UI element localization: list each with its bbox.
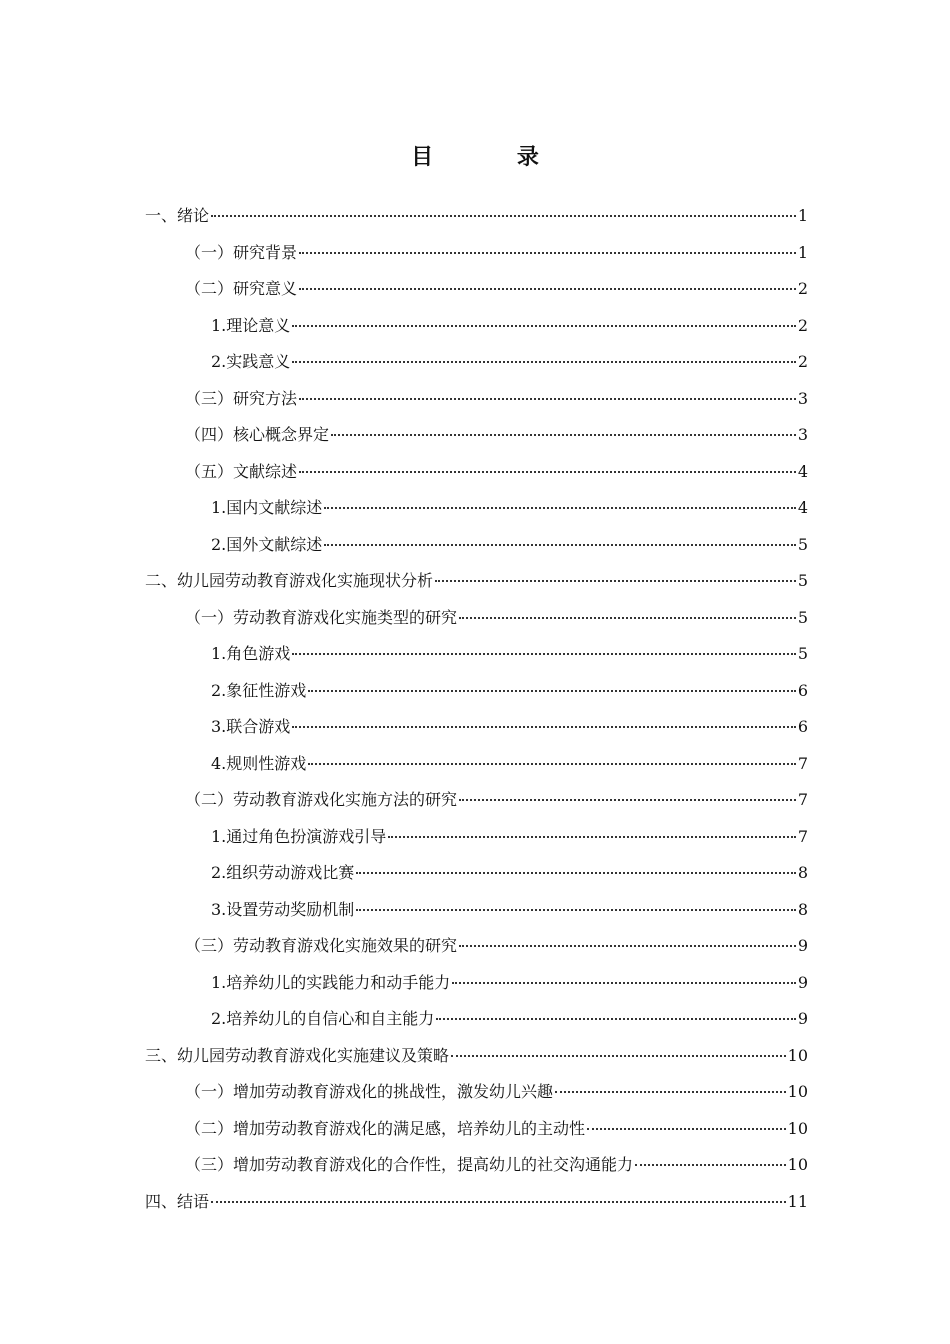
toc-entry[interactable] — [145, 1184, 808, 1221]
toc-entry[interactable] — [145, 198, 808, 235]
toc-entry-text: 1.角色游戏 — [211, 644, 291, 663]
toc-leader-dots — [299, 251, 796, 254]
toc-entry-text: 2.国外文献综述 — [211, 534, 323, 554]
toc-leader-dots — [459, 798, 796, 801]
toc-page-number: 2 — [797, 352, 808, 371]
toc-page-number: 9 — [797, 972, 808, 992]
toc-leader-dots — [459, 616, 796, 619]
toc-entry-text: （四）核心概念界定 — [185, 425, 330, 444]
toc-entry-text: 1.培养幼儿的实践能力和动手能力 — [211, 972, 451, 992]
toc-entry-text: 三、幼儿园劳动教育游戏化实施建议及策略 — [145, 1045, 450, 1065]
toc-entry-text: （二）增加劳动教育游戏化的满足感，培养幼儿的主动性 — [185, 1118, 586, 1138]
toc-entry-text: 1.通过角色扮演游戏引导 — [211, 826, 387, 846]
toc-leader-dots — [292, 725, 796, 728]
toc-page-number: 10 — [787, 1118, 808, 1138]
toc-entry-text: （五）文献综述 — [185, 461, 298, 481]
toc-entry[interactable] — [145, 819, 808, 856]
toc-entry[interactable] — [145, 709, 808, 746]
toc-entry-text: （三）劳动教育游戏化实施效果的研究 — [185, 936, 458, 955]
toc-page-number: 5 — [797, 534, 808, 554]
toc-entry-text: 一、绪论 — [145, 206, 210, 225]
toc-entry-text: 1.理论意义 — [211, 315, 291, 335]
toc-page-number: 3 — [797, 425, 808, 444]
toc-page-number: 5 — [797, 644, 808, 663]
toc-leader-dots — [356, 908, 796, 911]
toc-page-number: 2 — [797, 315, 808, 335]
toc-leader-dots — [324, 506, 796, 509]
toc-entry-text: 2.组织劳动游戏比赛 — [211, 863, 355, 882]
toc-page-number: 8 — [797, 899, 808, 919]
toc-page-number: 6 — [797, 680, 808, 700]
toc-entry[interactable] — [145, 381, 808, 418]
toc-entry-text: 2.实践意义 — [211, 352, 291, 371]
toc-entry-text: 2.培养幼儿的自信心和自主能力 — [211, 1009, 435, 1028]
toc-page-number: 4 — [797, 461, 808, 481]
toc-entry[interactable] — [145, 1038, 808, 1075]
toc-leader-dots — [211, 1200, 786, 1203]
toc-entry[interactable] — [145, 417, 808, 454]
toc-entry[interactable] — [145, 1074, 808, 1111]
toc-page-number: 11 — [787, 1191, 808, 1211]
toc-leader-dots — [587, 1127, 786, 1130]
toc-entry-text: （一）劳动教育游戏化实施类型的研究 — [185, 607, 458, 627]
toc-leader-dots — [292, 360, 796, 363]
toc-page-number: 9 — [797, 1009, 808, 1028]
toc-entry-text: 3.联合游戏 — [211, 717, 291, 736]
toc-page-number: 6 — [797, 717, 808, 736]
toc-leader-dots — [292, 324, 796, 327]
toc-entry[interactable] — [145, 928, 808, 965]
toc-page-number: 8 — [797, 863, 808, 882]
toc-leader-dots — [324, 543, 796, 546]
toc-leader-dots — [451, 1054, 786, 1057]
toc-entry-text: （三）增加劳动教育游戏化的合作性，提高幼儿的社交沟通能力 — [185, 1155, 634, 1174]
toc-entry-text: （二）劳动教育游戏化实施方法的研究 — [185, 790, 458, 809]
toc-entry-text: （二）研究意义 — [185, 279, 298, 298]
toc-entry[interactable] — [145, 308, 808, 345]
toc-entry[interactable] — [145, 782, 808, 819]
toc-entry[interactable] — [145, 1147, 808, 1184]
toc-entry-text: 2.象征性游戏 — [211, 680, 307, 700]
toc-list — [145, 198, 808, 1220]
toc-entry-text: 二、幼儿园劳动教育游戏化实施现状分析 — [145, 571, 434, 590]
toc-leader-dots — [436, 1017, 796, 1020]
toc-entry-text: （一）增加劳动教育游戏化的挑战性，激发幼儿兴趣 — [185, 1082, 554, 1101]
toc-leader-dots — [292, 652, 796, 655]
toc-page-number: 1 — [797, 242, 808, 262]
toc-entry[interactable] — [145, 965, 808, 1002]
toc-page-number: 3 — [797, 388, 808, 408]
toc-entry[interactable] — [145, 235, 808, 272]
toc-entry[interactable] — [145, 563, 808, 600]
toc-entry-text: 1.国内文献综述 — [211, 498, 323, 517]
toc-leader-dots — [211, 214, 796, 217]
toc-page-number: 5 — [797, 607, 808, 627]
toc-leader-dots — [635, 1163, 786, 1166]
toc-page-number: 10 — [787, 1045, 808, 1065]
toc-page-number: 7 — [797, 790, 808, 809]
toc-leader-dots — [299, 470, 796, 473]
toc-leader-dots — [308, 689, 796, 692]
toc-entry[interactable] — [145, 1111, 808, 1148]
toc-leader-dots — [459, 944, 796, 947]
toc-page-number: 10 — [787, 1155, 808, 1174]
toc-leader-dots — [435, 579, 796, 582]
toc-entry[interactable] — [145, 746, 808, 783]
toc-entry[interactable] — [145, 344, 808, 381]
toc-page-number: 4 — [797, 498, 808, 517]
toc-leader-dots — [555, 1090, 786, 1093]
toc-leader-dots — [308, 762, 796, 765]
toc-entry[interactable] — [145, 855, 808, 892]
toc-entry-text: （三）研究方法 — [185, 388, 298, 408]
toc-entry-text: 4.规则性游戏 — [211, 753, 307, 773]
toc-leader-dots — [356, 871, 796, 874]
toc-title: 目 录 — [411, 144, 577, 170]
toc-entry[interactable] — [145, 271, 808, 308]
toc-entry[interactable] — [145, 1001, 808, 1038]
toc-entry[interactable] — [145, 892, 808, 929]
toc-entry-text: 3.设置劳动奖励机制 — [211, 899, 355, 919]
toc-entry[interactable] — [145, 600, 808, 637]
toc-entry-text: （一）研究背景 — [185, 242, 298, 262]
toc-entry[interactable] — [145, 490, 808, 527]
toc-entry[interactable] — [145, 636, 808, 673]
toc-leader-dots — [452, 981, 796, 984]
toc-page-number: 1 — [797, 206, 808, 225]
toc-page-number: 9 — [797, 936, 808, 955]
toc-leader-dots — [388, 835, 796, 838]
toc-entry[interactable] — [145, 527, 808, 564]
toc-leader-dots — [299, 397, 796, 400]
toc-page-number: 2 — [797, 279, 808, 298]
toc-page-number: 5 — [797, 571, 808, 590]
toc-page-number: 7 — [797, 753, 808, 773]
toc-page-number: 10 — [787, 1082, 808, 1101]
toc-page-number: 7 — [797, 826, 808, 846]
toc-leader-dots — [299, 287, 796, 290]
toc-entry[interactable] — [145, 673, 808, 710]
toc-entry[interactable] — [145, 454, 808, 491]
toc-leader-dots — [331, 433, 796, 436]
toc-entry-text: 四、结语 — [145, 1191, 210, 1211]
